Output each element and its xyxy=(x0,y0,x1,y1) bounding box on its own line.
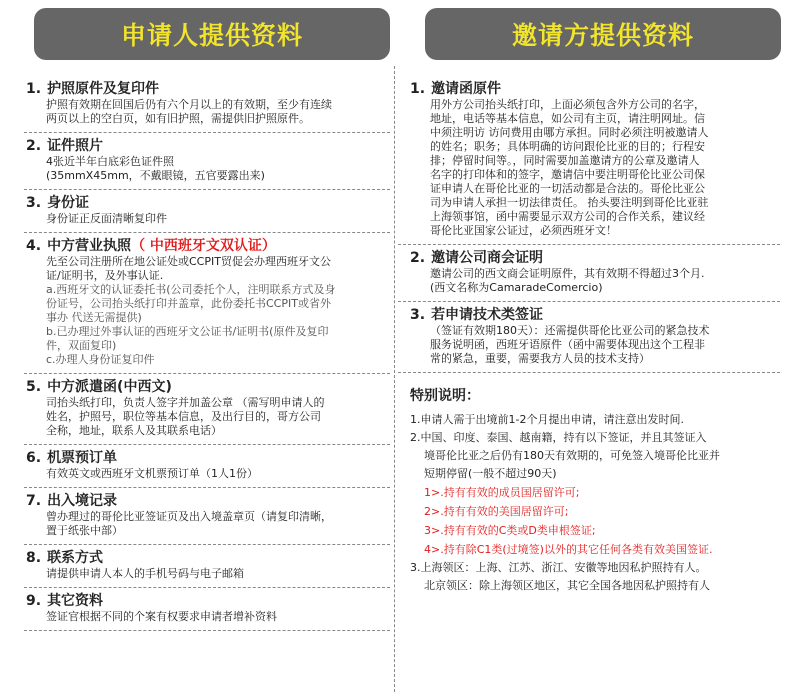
special-notes xyxy=(398,373,780,595)
section-number: 2. xyxy=(26,138,42,154)
section-line: 的姓名；职务；具体明确的访问跟伦比亚的目的；行程安 xyxy=(430,140,705,153)
section-line: (35mmX45mm，不戴眼镜，五官要露出来) xyxy=(46,169,265,182)
section-title-text: 中方营业执照 xyxy=(47,238,132,254)
section-3 xyxy=(24,190,390,233)
section-line: 常的紧急，重要，需要我方人员的技术支持） xyxy=(430,352,650,365)
section-6 xyxy=(24,445,390,488)
section-line: 证/证明书，及外事认证. xyxy=(46,269,164,282)
section-2 xyxy=(398,245,780,302)
exemption-condition: 2>.持有有效的美国居留许可; xyxy=(424,505,569,518)
section-title xyxy=(26,194,390,212)
section-subline: a.西班牙文的认证委托书(公司委托个人，注明联系方式及身 xyxy=(46,283,336,296)
section-line: 请提供申请人本人的手机号码与电子邮箱 xyxy=(46,567,244,580)
exemption-condition: 1>.持有有效的成员国居留许可; xyxy=(424,486,580,499)
section-line: 名字的打印体和的签字，邀请信中要注明哥伦比亚公司保 xyxy=(430,168,705,181)
section-number: 3. xyxy=(410,307,426,323)
section-line: 服务说明函，西班牙语原件（函中需要体现出这个工程非 xyxy=(430,338,705,351)
section-line: 有效英文或西班牙文机票预订单（1人1份） xyxy=(46,467,258,480)
section-subline: b.已办理过外事认证的西班牙文公证书/证明书(原件及复印 xyxy=(46,325,329,338)
special-note-2-line: 短期停留(一般不超过90天) xyxy=(424,467,557,480)
section-line: 曾办理过的哥伦比亚签证页及出入境盖章页（请复印清晰， xyxy=(46,510,332,523)
exemption-condition: 3>.持有有效的C类或D类申根签证; xyxy=(424,524,596,537)
section-line: 先至公司注册所在地公证处或CCPIT贸促会办理西班牙文公 xyxy=(46,255,331,268)
section-1 xyxy=(398,76,780,245)
section-number: 7. xyxy=(26,493,42,509)
section-line: 司抬头纸打印，负责人签字并加盖公章 （需写明申请人的 xyxy=(46,396,325,409)
section-title-text: 机票预订单 xyxy=(47,450,118,466)
section-body xyxy=(410,324,780,366)
section-number: 6. xyxy=(26,450,42,466)
section-line: 姓名，护照号，职位等基本信息，及出行目的，哥方公司 xyxy=(46,410,321,423)
section-title-text: 护照原件及复印件 xyxy=(47,81,160,97)
section-line: 全称，地址，联系人及其联系电话） xyxy=(46,424,222,437)
section-body xyxy=(26,396,390,438)
section-title-text: 若申请技术类签证 xyxy=(431,307,544,323)
section-subline: 件，双面复印) xyxy=(46,339,117,352)
section-title-text: 出入境记录 xyxy=(47,493,118,509)
section-title xyxy=(26,549,390,567)
section-line: 司为申请人承担一切法律责任。 抬头要注明到哥伦比亚驻 xyxy=(430,196,709,209)
section-title-text: 证件照片 xyxy=(47,138,104,154)
section-body xyxy=(26,98,390,126)
section-subline: c.办理人身份证复印件 xyxy=(46,353,155,366)
section-title-text: 联系方式 xyxy=(47,550,104,566)
section-line: 置于纸张中部） xyxy=(46,524,123,537)
section-title-text: 中方派遣函(中西文) xyxy=(47,379,172,395)
section-title xyxy=(26,137,390,155)
section-line: 4张近半年白底彩色证件照 xyxy=(46,155,174,168)
section-number: 1. xyxy=(410,81,426,97)
section-number: 1. xyxy=(26,81,42,97)
section-line: 邀请公司的西文商会证明原件，其有效期不得超过3个月. xyxy=(430,267,705,280)
section-number: 2. xyxy=(410,250,426,266)
section-body xyxy=(26,255,390,367)
section-line: 签证官根据不同的个案有权要求申请者增补资料 xyxy=(46,610,277,623)
special-note-2 xyxy=(410,429,780,483)
section-body xyxy=(410,267,780,295)
section-title xyxy=(26,237,390,255)
section-7 xyxy=(24,488,390,545)
special-note-3-line: 北京领区：除上海领区地区，其它全国各地因私护照持有人 xyxy=(424,579,710,592)
section-title xyxy=(410,306,780,324)
section-line: 哥伦比亚国家公证过，必须西班牙文！ xyxy=(430,224,617,237)
section-line: 中须注明访 访问费用由哪方承担。同时必须注明被邀请人 xyxy=(430,126,709,139)
section-line: 用外方公司抬头纸打印，上面必须包含外方公司的名字， xyxy=(430,98,705,111)
special-note-2-line: 2.中国、印度、泰国、越南籍，持有以下签证，并且其签证入 xyxy=(410,431,707,444)
section-title-text: 身份证 xyxy=(47,195,90,211)
section-line: 排；停留时间等。，同时需要加盖邀请方的公章及邀请人 xyxy=(430,154,700,167)
section-line: 上海领事馆，函中需要显示双方公司的合作关系，建议经 xyxy=(430,210,705,223)
section-number: 8. xyxy=(26,550,42,566)
section-body xyxy=(26,610,390,624)
section-1 xyxy=(24,76,390,133)
section-line: 地址，电话等基本信息，如公司有主页，请注明网址。信 xyxy=(430,112,705,125)
exemption-condition: 4>.持有除C1类(过境签)以外的其它任何各类有效美国签证. xyxy=(424,543,713,556)
header-applicant-materials: 申请人提供资料 xyxy=(34,8,390,60)
inviter-column xyxy=(398,76,780,595)
section-number: 5. xyxy=(26,379,42,395)
section-3 xyxy=(398,302,780,373)
special-note-3-line: 3.上海领区：上海、江苏、浙江、安徽等地因私护照持有人。 xyxy=(410,561,707,574)
section-title xyxy=(26,80,390,98)
section-title xyxy=(410,249,780,267)
section-title-text: 邀请公司商会证明 xyxy=(431,250,544,266)
section-number: 4. xyxy=(26,238,42,254)
section-9 xyxy=(24,588,390,631)
section-line: 身份证正反面清晰复印件 xyxy=(46,212,167,225)
section-line: 护照有效期在回国后仍有六个月以上的有效期，至少有连续 xyxy=(46,98,332,111)
special-note-3 xyxy=(410,559,780,595)
special-notes-title: 特别说明： xyxy=(410,388,480,404)
special-note-2-line: 境哥伦比亚之后仍有180天有效期的，可免签入境哥伦比亚并 xyxy=(424,449,720,462)
section-title xyxy=(26,378,390,396)
section-body xyxy=(26,155,390,183)
section-title xyxy=(26,592,390,610)
section-2 xyxy=(24,133,390,190)
section-line: 两页以上的空白页，如有旧护照，需提供旧护照原件。 xyxy=(46,112,310,125)
section-number: 3. xyxy=(26,195,42,211)
visa-exemption-conditions xyxy=(410,483,780,559)
section-body xyxy=(26,212,390,226)
column-divider xyxy=(394,66,395,692)
section-line: 证申请人在哥伦比亚的一切活动都是合法的。哥伦比亚公 xyxy=(430,182,705,195)
section-title xyxy=(26,449,390,467)
section-title-text: 其它资料 xyxy=(47,593,104,609)
header-inviter-materials: 邀请方提供资料 xyxy=(425,8,781,60)
section-title xyxy=(410,80,780,98)
section-title-text: 邀请函原件 xyxy=(431,81,502,97)
section-subline: 份证号，公司抬头纸打印并盖章，此份委托书CCPIT或省外 xyxy=(46,297,331,310)
section-4 xyxy=(24,233,390,374)
section-5 xyxy=(24,374,390,445)
section-8 xyxy=(24,545,390,588)
section-body xyxy=(26,467,390,481)
section-subline: 事办 代送无需提供) xyxy=(46,311,142,324)
section-number: 9. xyxy=(26,593,42,609)
applicant-column xyxy=(24,76,390,631)
section-line: (西文名称为CamaradeComercio) xyxy=(430,281,603,294)
section-body xyxy=(26,510,390,538)
section-title xyxy=(26,492,390,510)
section-body xyxy=(410,98,780,238)
section-line: （签证有效期180天）：还需提供哥伦比亚公司的紧急技术 xyxy=(430,324,710,337)
section-body xyxy=(26,567,390,581)
special-note-1: 1.申请人需于出境前1-2个月提出申请，请注意出发时间. xyxy=(410,413,684,426)
section-title-note: （ 中西班牙文双认证） xyxy=(131,238,276,254)
